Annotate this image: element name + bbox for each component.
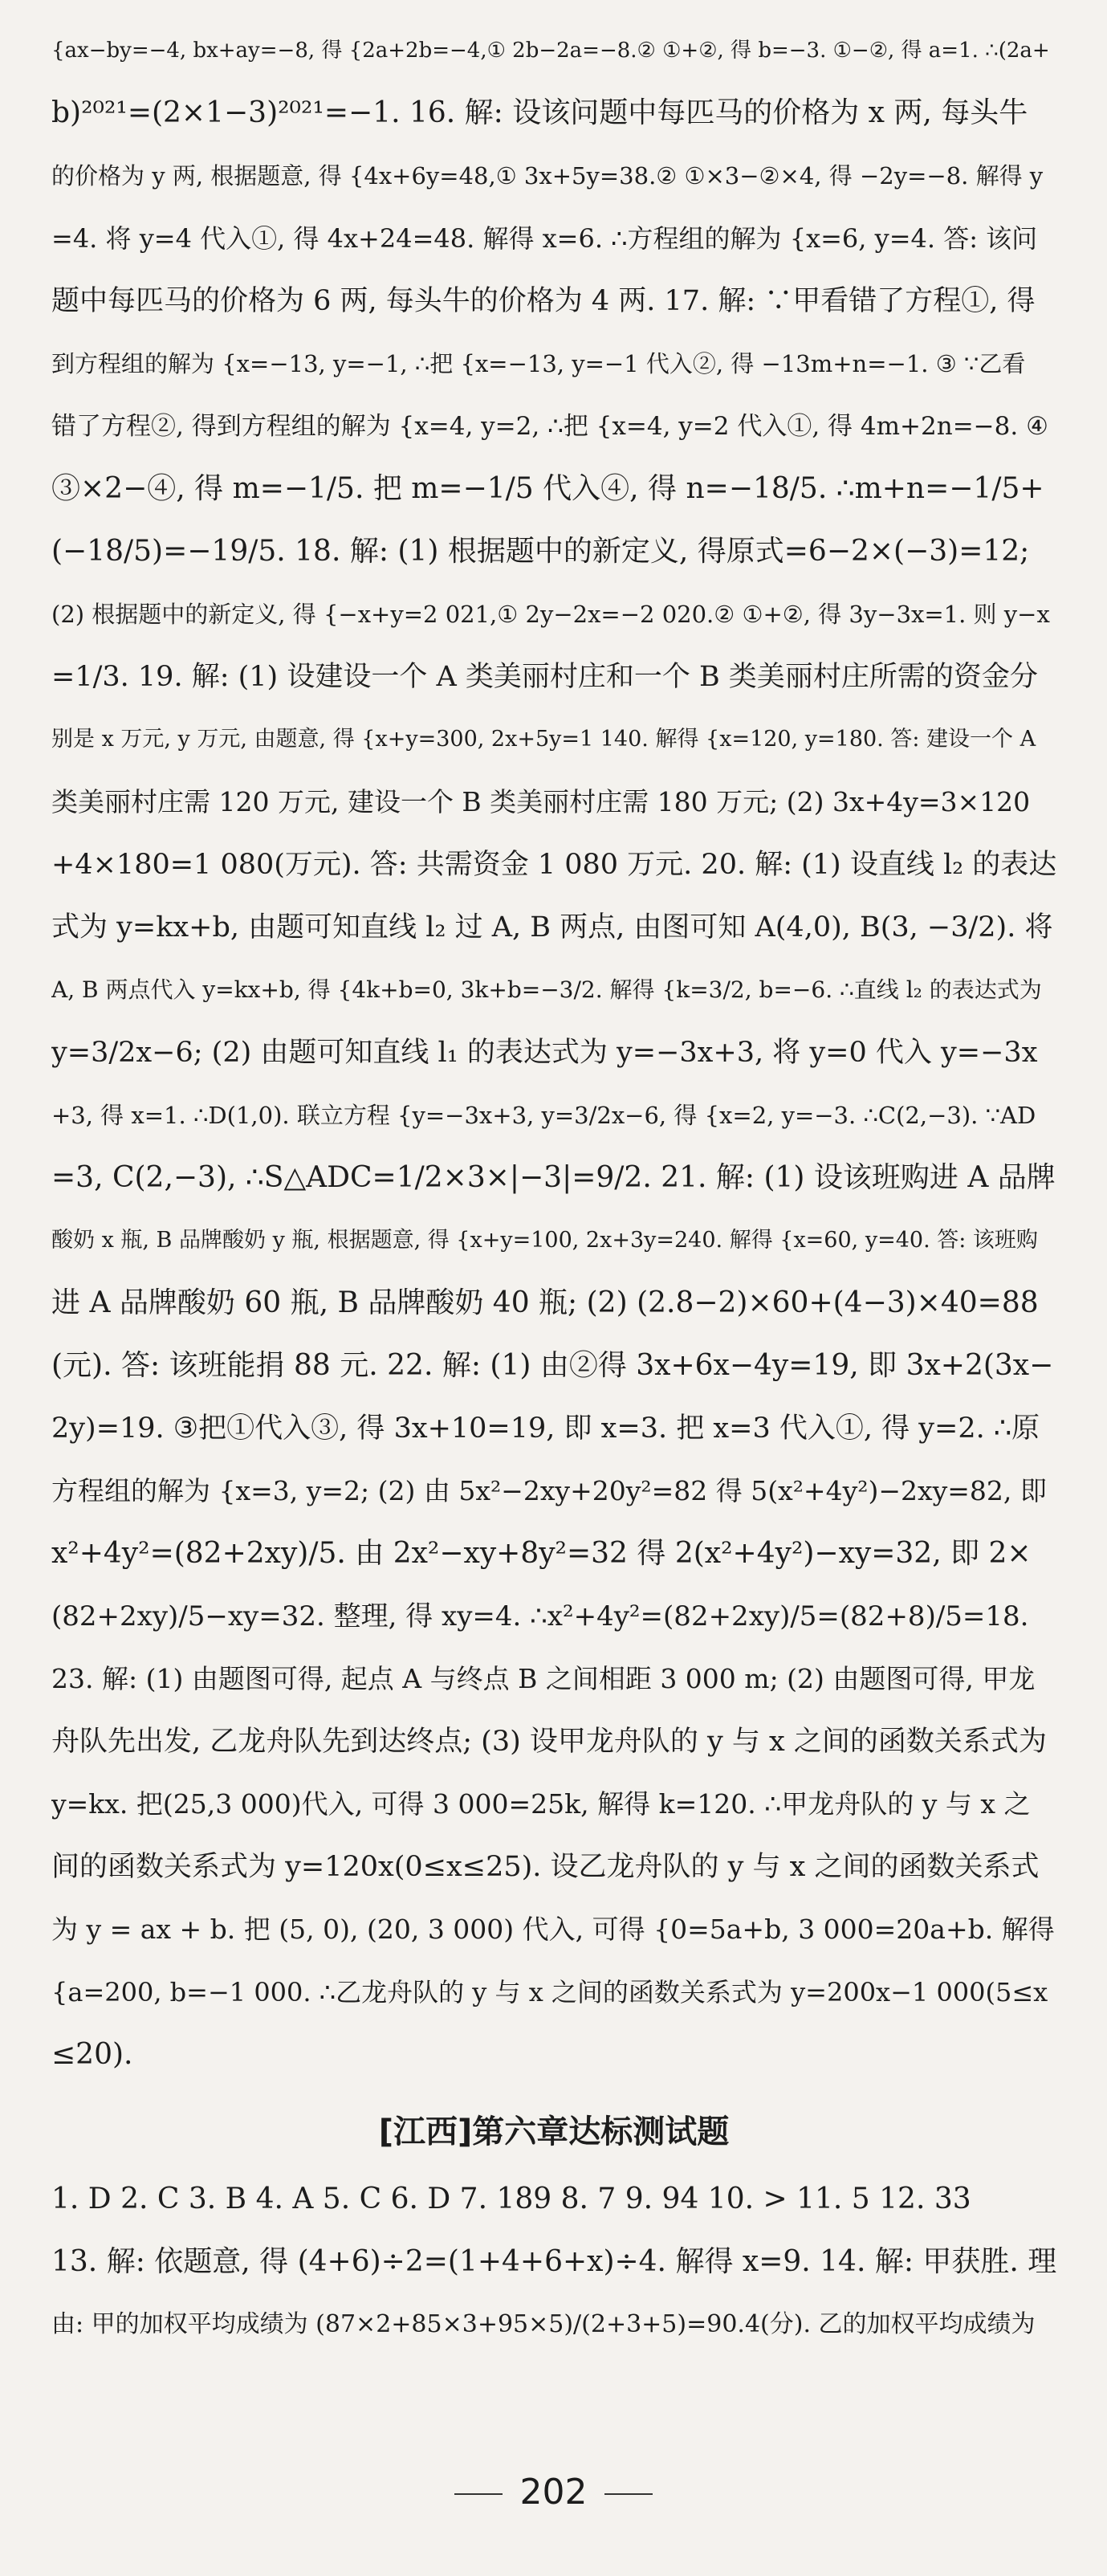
text-line: 酸奶 x 瓶, B 品牌酸奶 y 瓶, 根据题意, 得 {x+y=100, 2x+3y=240. 解得 {x=60, y=40. 答: 该班购: [51, 1228, 1038, 1253]
text-line: +3, 得 x=1. ∴D(1,0). 联立方程 {y=−3x+3, y=3/2x−6, 得 {x=2, y=−3. ∴C(2,−3). ∵AD: [51, 1102, 1036, 1129]
text-line: 进 A 品牌酸奶 60 瓶, B 品牌酸奶 40 瓶; (2) (2.8−2)×60+(4−3)×40=88: [51, 1286, 1039, 1319]
text-line: 2y)=19. ③把①代入③, 得 3x+10=19, 即 x=3. 把 x=3 代入①, 得 y=2. ∴原: [51, 1412, 1040, 1445]
text-line: 舟队先出发, 乙龙舟队先到达终点; (3) 设甲龙舟队的 y 与 x 之间的函数关系式为: [51, 1726, 1047, 1758]
text-line: A, B 两点代入 y=kx+b, 得 {4k+b=0, 3k+b=−3/2. 解得 {k=3/2, b=−6. ∴直线 l₂ 的表达式为: [51, 976, 1042, 1003]
text-line: +4×180=1 080(万元). 答: 共需资金 1 080 万元. 20. 解: (1) 设直线 l₂ 的表达: [51, 849, 1056, 881]
text-line: b)²⁰²¹=(2×1−3)²⁰²¹=−1. 16. 解: 设该问题中每匹马的价格为 x 两, 每头牛: [51, 96, 1028, 129]
text-line: 由: 甲的加权平均成绩为 (87×2+85×3+95×5)/(2+3+5)=90.4(分). 乙的加权平均成绩为: [51, 2310, 1036, 2338]
text-line: =4. 将 y=4 代入①, 得 4x+24=48. 解得 x=6. ∴方程组的解为 {x=6, y=4. 答: 该问: [51, 223, 1038, 254]
text-line: {ax−by=−4, bx+ay=−8, 得 {2a+2b=−4,① 2b−2a=−8.② ①+②, 得 b=−3. ①−②, 得 a=1. ∴(2a+: [51, 39, 1050, 63]
text-line: 23. 解: (1) 由题图可得, 起点 A 与终点 B 之间相距 3 000 m; (2) 由题图可得, 甲龙: [51, 1663, 1036, 1694]
text-line: 1. D 2. C 3. B 4. A 5. C 6. D 7. 189 8. 7 9. 94 10. > 11. 5 12. 33: [51, 2183, 971, 2215]
section-title: [江西]第六章达标测试题: [378, 2113, 730, 2150]
dash-decoration: [604, 2493, 653, 2495]
text-line: 错了方程②, 得到方程组的解为 {x=4, y=2, ∴把 {x=4, y=2 代入①, 得 4m+2n=−8. ④: [51, 412, 1048, 441]
page-number-text: 202: [519, 2472, 588, 2513]
text-line: 别是 x 万元, y 万元, 由题意, 得 {x+y=300, 2x+5y=1 140. 解得 {x=120, y=180. 答: 建设一个 A: [51, 727, 1036, 752]
text-line: 到方程组的解为 {x=−13, y=−1, ∴把 {x=−13, y=−1 代入②, 得 −13m+n=−1. ③ ∵乙看: [51, 350, 1026, 377]
text-line: ③×2−④, 得 m=−1/5. 把 m=−1/5 代入④, 得 n=−18/5. ∴m+n=−1/5+: [51, 472, 1044, 505]
text-line: (82+2xy)/5−xy=32. 整理, 得 xy=4. ∴x²+4y²=(82+2xy)/5=(82+8)/5=18.: [51, 1600, 1029, 1632]
text-line: 类美丽村庄需 120 万元, 建设一个 B 类美丽村庄需 180 万元; (2) 3x+4y=3×120: [51, 786, 1031, 817]
text-line: y=3/2x−6; (2) 由题可知直线 l₁ 的表达式为 y=−3x+3, 将 y=0 代入 y=−3x: [51, 1037, 1038, 1069]
text-line: 间的函数关系式为 y=120x(0≤x≤25). 设乙龙舟队的 y 与 x 之间的函数关系式: [51, 1851, 1040, 1883]
text-line: =1/3. 19. 解: (1) 设建设一个 A 类美丽村庄和一个 B 类美丽村庄所需的资金分: [51, 661, 1038, 693]
text-line: 的价格为 y 两, 根据题意, 得 {4x+6y=48,① 3x+5y=38.② ①×3−②×4, 得 −2y=−8. 解得 y: [51, 162, 1044, 190]
text-line: 题中每匹马的价格为 6 两, 每头牛的价格为 4 两. 17. 解: ∵甲看错了方程①, 得: [51, 285, 1036, 317]
text-line: x²+4y²=(82+2xy)/5. 由 2x²−xy+8y²=32 得 2(x²+4y²)−xy=32, 即 2×: [51, 1537, 1032, 1570]
answer-text-body: [51, 19, 1056, 2356]
text-line: (元). 答: 该班能捐 88 元. 22. 解: (1) 由②得 3x+6x−4y=19, 即 3x+2(3x−: [51, 1349, 1054, 1382]
text-line: (2) 根据题中的新定义, 得 {−x+y=2 021,① 2y−2x=−2 020.② ①+②, 得 3y−3x=1. 则 y−x: [51, 601, 1050, 628]
text-line: 式为 y=kx+b, 由题可知直线 l₂ 过 A, B 两点, 由图可知 A(4,0), B(3, −3/2). 将: [51, 911, 1053, 944]
text-line: 方程组的解为 {x=3, y=2; (2) 由 5x²−2xy+20y²=82 得 5(x²+4y²)−2xy=82, 即: [51, 1475, 1047, 1506]
text-line: =3, C(2,−3), ∴S△ADC=1/2×3×|−3|=9/2. 21. 解: (1) 设该班购进 A 品牌: [51, 1161, 1056, 1194]
page-number: [0, 2472, 1107, 2513]
text-line: 13. 解: 依题意, 得 (4+6)÷2=(1+4+6+x)÷4. 解得 x=9. 14. 解: 甲获胜. 理: [51, 2245, 1056, 2278]
text-line: 为 y = ax + b. 把 (5, 0), (20, 3 000) 代入, 可得 {0=5a+b, 3 000=20a+b. 解得: [51, 1914, 1055, 1945]
text-line: y=kx. 把(25,3 000)代入, 可得 3 000=25k, 解得 k=120. ∴甲龙舟队的 y 与 x 之: [51, 1788, 1031, 1820]
dash-decoration: [454, 2493, 503, 2495]
text-line: (−18/5)=−19/5. 18. 解: (1) 根据题中的新定义, 得原式=6−2×(−3)=12;: [51, 535, 1030, 568]
text-line: {a=200, b=−1 000. ∴乙龙舟队的 y 与 x 之间的函数关系式为 y=200x−1 000(5≤x: [51, 1977, 1048, 2007]
text-line: ≤20).: [51, 2038, 133, 2071]
